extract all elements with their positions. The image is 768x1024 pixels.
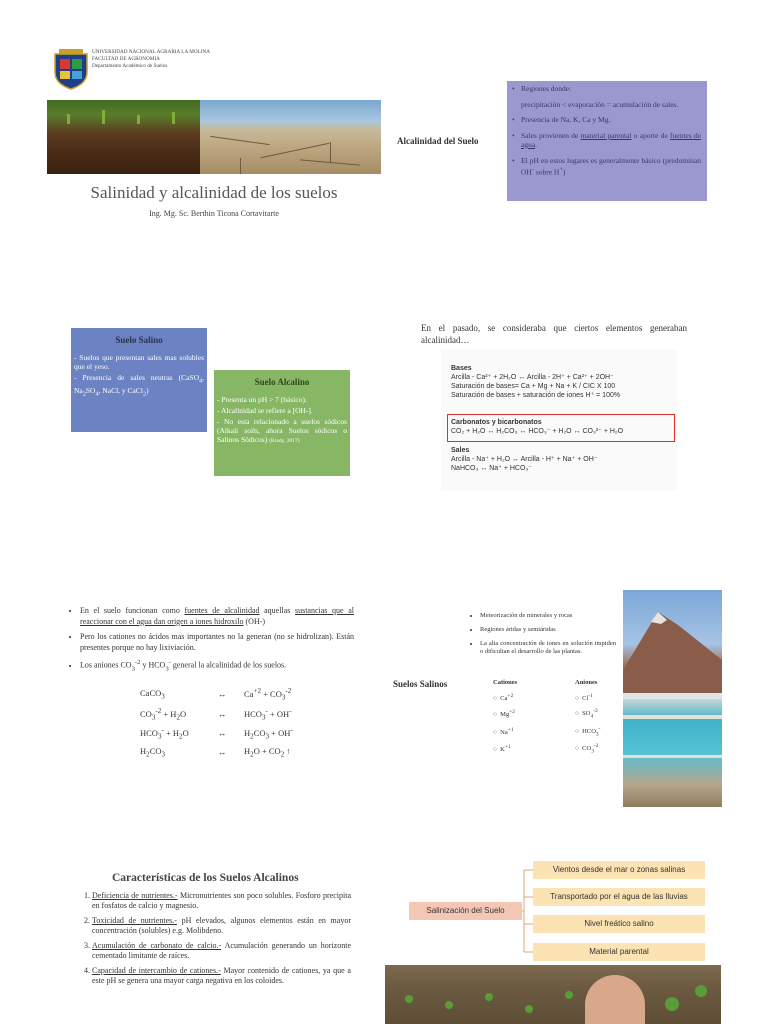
diagram-node: Vientos desde el mar o zonas salinas [533,861,705,879]
equation-row: $CO_3^{-2} + H_2O$ ↔ $HCO_3^- + OH^-$ [140,706,292,722]
equation-row: CaCO$_3$ ↔ $Ca^{+2} + CO_3^{-2}$ [140,687,292,702]
item-heading: Toxicidad de nutrientes.- [92,916,177,925]
item-text: pH elevados, algunos elementos están en mayor concentración (solubles) e.g. Molibdeno. [92,916,351,935]
field-plants-photo [385,965,721,1024]
alcalino-text: - Presenta un pH > 7 (básico). [217,395,307,404]
carbonates-line: CO₂ + H₂O ↔ H₂CO₃ ↔ HCO₃⁻ + H₂O ↔ CO₃²⁻ + H₂O [451,428,624,435]
ion-row: ○ $Ca^{+2}$ ○ $Cl^{-1}$ [493,693,593,703]
alcalino-text [217,417,347,446]
list-text: En el suelo funcionan como [80,606,185,615]
bases-line: Saturación de bases + saturación de iones H⁺ = 100% [451,392,621,399]
bullet-text: precipitación < evaporación = acumulación de sales. [521,99,679,109]
suelo-alcalino-title: Suelo Alcalino [254,377,310,387]
bullet-regiones [521,84,701,94]
ions-table [493,679,610,760]
university-name: UNIVERSIDAD NACIONAL AGRARIA LA MOLINA [92,49,210,55]
citation: (Brady, 2017) [269,438,300,444]
diagram-node: Nivel freático salino [533,915,705,933]
alcalino-detail: - No esta relacionado a suelos sódicos (Alkali soils, ahora Suelos sódicos o Salinos Sódicos) [217,417,347,444]
list-text: aquellas [259,606,295,615]
soil-photo [47,100,200,174]
chemistry-card [441,350,677,490]
equations-table [140,685,299,761]
list-item [80,606,354,627]
bullet-text: . [535,140,538,149]
bases-line: Saturación de bases= Ca + Mg + Na + K / CIC X 100 [451,383,616,390]
item-heading: Acumulación de carbonato de calcio.- [92,941,222,950]
alcalino-text: - Alcalinidad se refiere a [OH-]. [217,406,313,415]
underlined-term: fuentes de alcalinidad [184,606,260,615]
caracteristicas-list [78,891,351,991]
past-text: En el pasado, se consideraba que ciertos elementos generaban alcalinidad… [421,323,687,345]
presentation-author: Ing. Mg. Sc. Berthin Ticona Cortavitarte [149,209,279,218]
suelos-salinos-list [468,612,616,662]
presentation-title: Salinidad y alcalinidad de los suelos [90,183,338,202]
suelo-alcalino-box [214,370,350,476]
alcalinidad-box [507,81,707,201]
bullet-text: o aporte de [631,130,671,140]
bullet-text: Sales provienen de [521,130,581,140]
list-item: • Regiones áridas y semiáridas [480,626,616,634]
ion-row: ○ $K^{+1}$ ○ $CO_3^{-2}$ [493,743,599,755]
list-item: • Pero los cationes no ácidos mas importantes no la generan (no se hidrolizan). Están presentes porque no hay lixiviación. [80,632,354,653]
equation-row: $H_2CO_3$ ↔ $H_2O + CO_2$ ↑ [140,745,291,759]
list-text: (OH-) [243,616,266,626]
underlined-term: material parental [580,130,632,140]
item-text: Acumulación generando un horizonte cementado limitante de raíces. [92,941,351,960]
carbonates-heading: Carbonatos y bicarbonatos [451,419,542,426]
faculty-name: FACULTAD DE AGRONOMIA [92,56,160,62]
list-item [92,916,351,936]
sales-line: NaHCO₃ ↔ Na⁺ + HCO₃⁻ [451,465,532,472]
salinizacion-root-node: Salinización del Suelo [409,902,522,920]
ion-row: ○ $Na^{+1}$ ○ $HCO_3^-$ [493,725,601,738]
cracked-soil-photo [200,100,381,174]
underlined-term: fuentes de agua [521,130,701,149]
bullet-text: Presencia de Na, K, Ca y Mg. [521,115,611,124]
diagram-node: Transportado por el agua de las lluvias [533,888,705,906]
item-text: Mayor contenido de cationes, ya que a este pH se genera una mayor carga negativa en los coloides. [92,966,351,985]
department-name: Departamento Académico de Suelos [92,63,168,69]
list-item: • Meteorización de minerales y rocas [480,612,616,620]
bullet-text: Regiones donde: [521,84,572,93]
item-heading: Capacidad de intercambio de cationes.- [92,966,221,975]
underlined-term: sustancias que al reaccionar con el agua dan origen a iones hidroxilo [80,606,355,626]
item-text: Micronutrientes son poco solubles. Fosforo precipita en fosfatos de calcio y magnesio. [92,891,352,910]
university-header [92,49,210,70]
alcalinidad-title: Alcalinidad del Suelo [397,136,479,146]
list-item: • Los aniones $CO_3^{-2}$ y $HCO_3^-$ general la alcalinidad de los suelos. [80,658,354,675]
bullet-ph: • El pH en estos lugares es generalmente básico (predominan OH- sobre H+) [521,156,701,178]
bases-heading: Bases [451,365,472,372]
alcalinidad-sources-list [64,606,354,680]
suelo-salino-box [71,328,207,432]
salino-text: - Presencia de sales neutras (CaSO$_4$, $Na_2SO_4$, NaCl, y CaCl$_2$) [74,373,204,397]
list-item [92,941,351,961]
suelos-salinos-title: Suelos Salinos [393,679,448,689]
salino-text: - Suelos que presentan sales mas solubles que el yeso. [74,353,204,371]
aniones-header: Aniones [575,679,598,686]
sales-line: Arcilla - Na⁺ + H₂O ↔ Arcilla - H⁺ + Na⁺ + OH⁻ [451,456,598,463]
list-item: • La alta concentración de iones en solución impiden o dificultan el desarrollo de las plantas. [480,640,616,656]
salt-lake-photo [623,590,722,807]
bases-line: Arcilla - Ca²⁺ + 2H₂O ↔ Arcilla - 2H⁺ + Ca²⁺ + 2OH⁻ [451,374,614,381]
diagram-node: Material parental [533,943,705,961]
ion-row: ○ $Mg^{+2}$ ○ $SO_4^{-2}$ [493,708,598,720]
cationes-header: Cationes [493,679,518,686]
list-item [92,891,351,911]
equation-row: $HCO_3^- + H_2O$ ↔ $H_2CO_3 + OH^-$ [140,726,293,741]
list-item [92,966,351,986]
university-logo [53,48,89,90]
item-heading: Deficiencia de nutrientes.- [92,891,178,900]
suelo-salino-title: Suelo Salino [115,335,163,345]
bullet-precipitacion [521,100,701,110]
caracteristicas-title: Características de los Suelos Alcalinos [112,872,299,884]
bullet-sales [521,131,701,150]
bullet-presencia [521,115,701,125]
sales-heading: Sales [451,447,470,454]
